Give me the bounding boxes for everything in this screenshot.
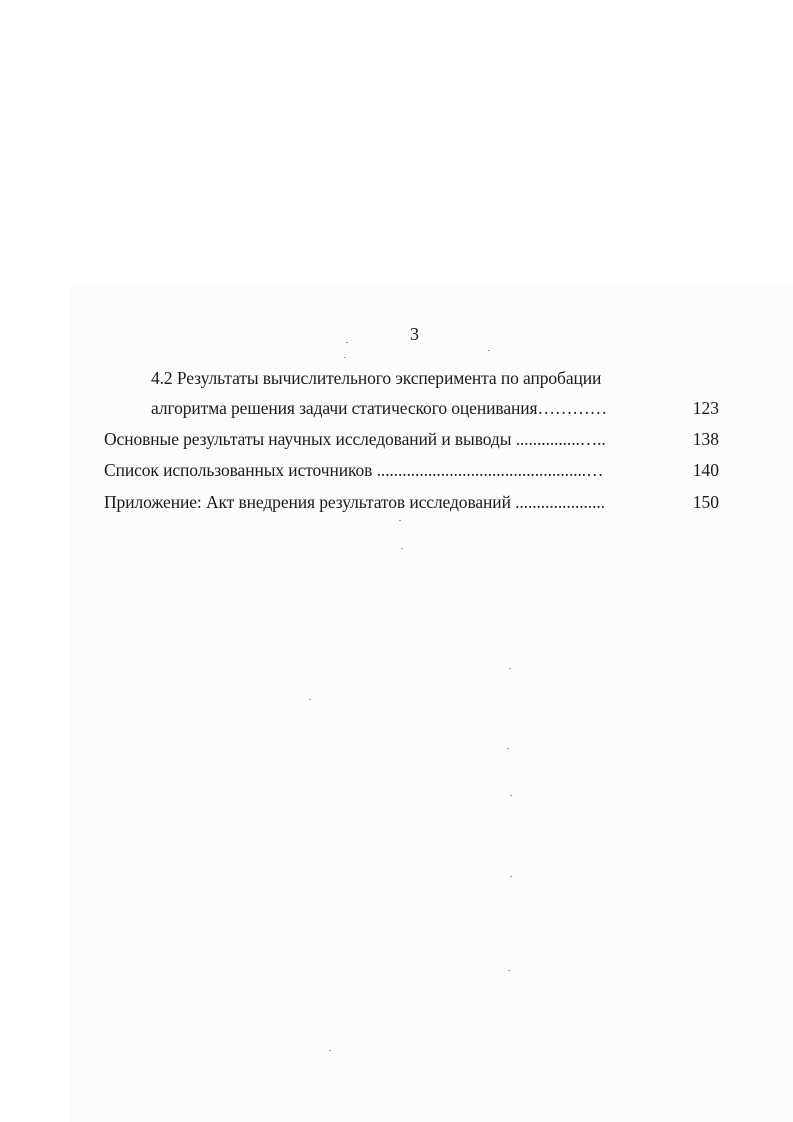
- scan-speck: [488, 350, 490, 351]
- scan-speck: [510, 876, 512, 877]
- toc-page-appendix: 150: [692, 492, 719, 512]
- scan-speck: [507, 748, 509, 749]
- toc-entry-4-2-line1: 4.2 Результаты вычислительного эксперимента по апробации: [151, 368, 602, 388]
- scan-speck: [344, 357, 346, 358]
- page-number: 3: [410, 324, 419, 344]
- toc-entry-main-results: Основные результаты научных исследований и выводы ...............…..: [104, 429, 606, 449]
- toc-page-4-2: 123: [692, 398, 719, 418]
- toc-page-references: 140: [692, 460, 719, 480]
- scan-speck: [309, 699, 311, 700]
- scan-speck: [399, 520, 401, 521]
- toc-page-main-results: 138: [692, 429, 719, 449]
- scan-speck: [509, 668, 511, 669]
- scan-speck: [346, 342, 348, 343]
- toc-entry-4-2-line2: алгоритма решения задачи статического оценивания…………: [151, 398, 608, 418]
- scan-speck: [401, 548, 403, 549]
- toc-entry-appendix: Приложение: Акт внедрения результатов исследований .....................: [104, 492, 605, 512]
- scan-speck: [508, 970, 510, 971]
- scan-speck: [329, 1050, 331, 1051]
- scan-speck: [510, 795, 512, 796]
- toc-entry-references: Список использованных источников .................................................…: [104, 460, 604, 480]
